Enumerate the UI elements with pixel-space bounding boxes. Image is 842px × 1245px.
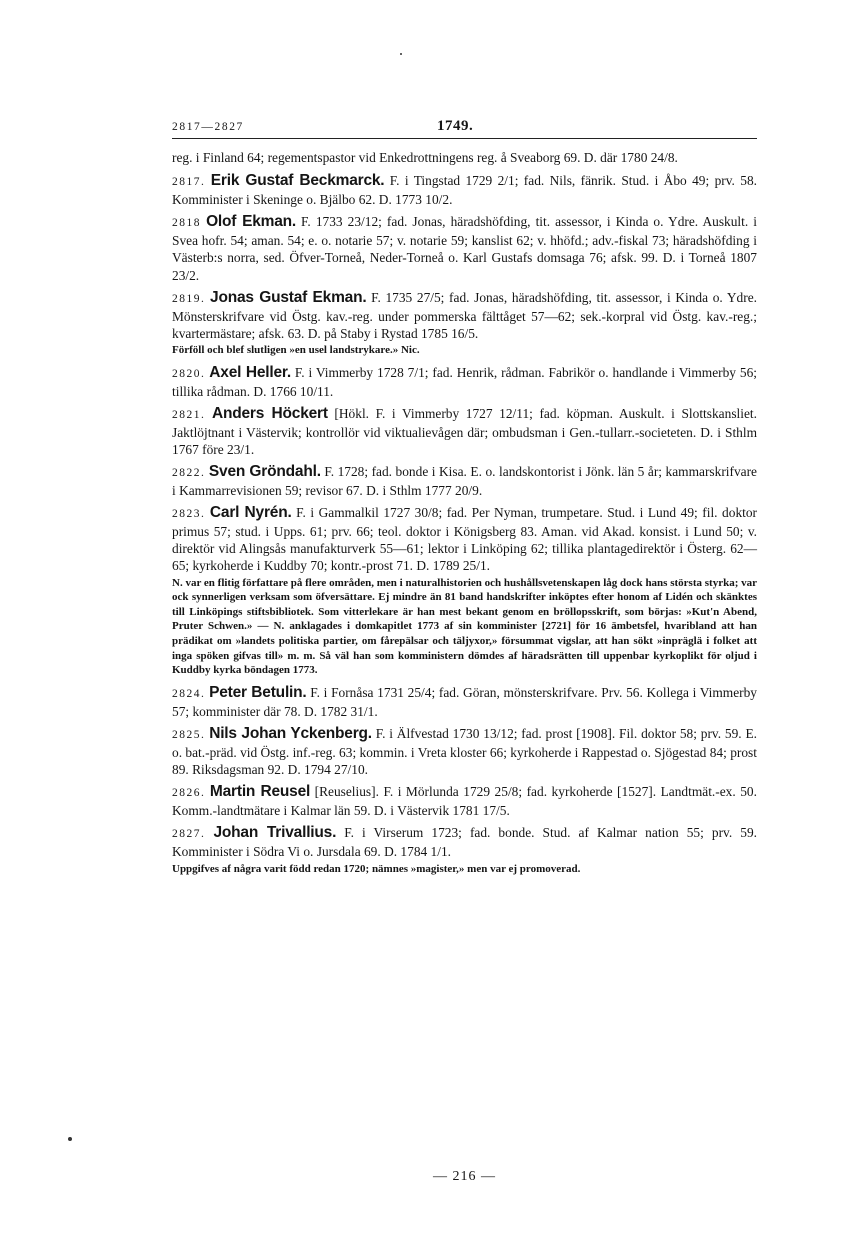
entry-range: 2817—2827 bbox=[172, 121, 244, 133]
person-name: Martin Reusel bbox=[209, 783, 311, 801]
entry-paragraph bbox=[172, 504, 757, 574]
entry-2818 bbox=[172, 213, 757, 283]
entry-number: 2825. bbox=[172, 728, 206, 741]
person-name: Nils Johan Yckenberg. bbox=[209, 724, 372, 742]
entry-paragraph bbox=[172, 783, 757, 819]
entry-paragraph bbox=[172, 725, 757, 778]
body-text bbox=[172, 149, 757, 876]
entry-2824 bbox=[172, 684, 757, 720]
person-name: Carl Nyrén. bbox=[209, 504, 292, 522]
entry-paragraph bbox=[172, 289, 757, 342]
entry-number: 2821. bbox=[172, 408, 206, 421]
entry-number: 2827. bbox=[172, 828, 206, 841]
entry-2825 bbox=[172, 725, 757, 778]
entry-number: 2826. bbox=[172, 787, 206, 800]
person-name: Anders Höckert bbox=[211, 404, 328, 422]
entry-text: F. 1735 27/5; fad. Jonas, häradshöfding, tit. assessor, i Kinda o. Ydre. Mönsterskrifvare vid Östg. kav.-reg. under pommerska fälttåget 57—62; sek.-korpral vid Östg. kav.-reg.; kvartermästare; afsk. 63. D. på Staby i Rystad 1785 16/5. bbox=[172, 289, 757, 341]
book-page bbox=[172, 118, 758, 1184]
running-head bbox=[172, 118, 757, 138]
entry-text: F. i Gammalkil 1727 30/8; fad. Per Nyman, trumpetare. Stud. i Lund 49; fil. doktor primus 57; stud. i Upps. 61; prv. 66; teol. doktor i Königsberg 83. Aman. vid Akad. konsist. i Lund 50; v. direktör vid Alingsås manufakturverk 55—61; lektor i Linköping 62; tillika plantagedirektör i Österg. 62—65; kyrkoherde i Kuddby 70; kontr.-prost 71. D. 1789 25/1. bbox=[172, 505, 758, 574]
person-name: Peter Betulin. bbox=[209, 683, 307, 701]
entry-number: 2819. bbox=[172, 292, 206, 305]
entry-text: F. 1728; fad. bonde i Kisa. E. o. landskontorist i Jönk. län 5 år; kammarskrifvare i Kammarrevisionen 59; revisor 67. D. i Sthlm 1777 20/9. bbox=[172, 464, 757, 499]
page-folio: — 216 — bbox=[433, 1169, 496, 1184]
entry-note: Förföll och blef slutligen »en usel landstrykare.» Nic. bbox=[172, 343, 420, 356]
scan-speck bbox=[400, 53, 402, 55]
entry-text: [Reuselius]. F. i Mörlunda 1729 25/8; fad. kyrkoherde [1527]. Landtmät.-ex. 50. Komm.-landtmätare i Kalmar län 59. D. i Västervik 1781 17/5. bbox=[172, 784, 757, 819]
entry-2827 bbox=[172, 824, 757, 876]
entry-paragraph bbox=[172, 364, 757, 400]
entry-2817 bbox=[172, 172, 757, 208]
entry-paragraph bbox=[172, 684, 757, 720]
entry-note: N. var en flitig författare på flere områden, men i naturalhistorien och hushållsvetenskapen låg dock hans största styrka; var ock synnerligen verksam som öfversättare. Ej mindre än 81 band handskrifter inköptes efter honom af Lidén och skänktes till Linköpings stiftsbibliotek. Som vitterlekare är han mest bekant genom en bröllopsskrift, som börjas: »Kut'n Abend, Pruter Schwen.» — N. anklagades i domkapitlet 1773 af sin komminister [2721] för 16 ämbetsfel, hvaribland att han prädikat om »landets politiska partier, om fårepälsar och täljyxor,» försummat vigslar, att han sökt »inpräglä i folket att inga spöken gifvas till» m. m. Så väl han som komministern dömdes af häradsrätten till uppenbar kyrkoplikt för oljud i Kuddby kyrka böndagen 1773. bbox=[172, 576, 757, 677]
person-name: Sven Gröndahl. bbox=[208, 463, 321, 480]
person-name: Erik Gustaf Beckmarck. bbox=[210, 172, 385, 190]
entry-2826 bbox=[172, 783, 757, 819]
entry-number: 2820. bbox=[172, 367, 206, 380]
entry-2822 bbox=[172, 463, 757, 499]
entry-2821 bbox=[172, 405, 757, 458]
entry-paragraph bbox=[172, 463, 757, 499]
person-name: Axel Heller. bbox=[209, 363, 292, 381]
entry-number: 2823. bbox=[172, 508, 206, 521]
entry-number: 2824. bbox=[172, 687, 206, 700]
header-rule bbox=[172, 138, 757, 139]
entry-text: F. i Vimmerby 1728 7/1; fad. Henrik, rådman. Fabrikör o. handlande i Vimmerby 56; tillika rådman. D. 1766 10/11. bbox=[172, 364, 757, 399]
entry-text: F. 1733 23/12; fad. Jonas, häradshöfding, tit. assessor, i Kinda o. Ydre. Auskult. i Svea hofr. 54; aman. 54; e. o. notarie 57; v. notarie 59; kanslist 62; v. hhöfd.; adv.-fiskal 73; häradshöfding i Västerb:s norra, sed. Öfver-Torneå, Neder-Torneå o. Karl Gustafs domsaga 76; afsk. 99. D. i Torneå 1807 23/2. bbox=[172, 214, 757, 283]
page-number: 1749. bbox=[437, 118, 474, 134]
entry-paragraph bbox=[172, 405, 757, 458]
entry-paragraph bbox=[172, 213, 757, 283]
continued-entry: reg. i Finland 64; regementspastor vid Enkedrottningens reg. å Sveaborg 69. D. där 1780 24/8. bbox=[172, 150, 678, 165]
entry-number: 2817. bbox=[172, 176, 206, 189]
entry-number: 2822. bbox=[172, 467, 206, 479]
person-name: Jonas Gustaf Ekman. bbox=[210, 288, 367, 306]
entry-paragraph bbox=[172, 824, 757, 860]
entry-text: F. i Virserum 1723; fad. bonde. Stud. af Kalmar nation 55; prv. 59. Komminister i Södra Vi o. Jursdala 69. D. 1784 1/1. bbox=[172, 825, 757, 860]
entry-2823 bbox=[172, 504, 757, 678]
entry-text: [Hökl. F. i Vimmerby 1727 12/11; fad. köpman. Auskult. i Slottskansliet. Jaktlöjtnant i Västervik; kontrollör vid viktualievågen där; ombudsman i Gen.-tullarr.-societeten. D. i Sthlm 1767 före 23/1. bbox=[172, 405, 757, 457]
entry-note: Uppgifves af några varit född redan 1720; nämnes »magister,» men var ej promoverad. bbox=[172, 862, 581, 875]
person-name: Johan Trivallius. bbox=[213, 824, 337, 842]
entry-2820 bbox=[172, 364, 757, 400]
entry-2819 bbox=[172, 289, 757, 358]
entry-text: F. i Fornåsa 1731 25/4; fad. Göran, mönsterskrifvare. Prv. 56. Kollega i Vimmerby 57; komminister där 78. D. 1782 31/1. bbox=[172, 684, 757, 719]
person-name: Olof Ekman. bbox=[206, 213, 296, 231]
entry-text: F. i Älfvestad 1730 13/12; fad. prost [1908]. Fil. doktor 58; prv. 59. E. o. bat.-präd. vid Östg. inf.-reg. 63; kommin. i Vreta kloster 66; kyrkoherde i Rappestad o. Sjögestad 84; prost 89. Riksdagsman 92. D. 1794 27/10. bbox=[172, 725, 757, 778]
scan-speck bbox=[68, 1137, 72, 1141]
entry-text: F. i Tingstad 1729 2/1; fad. Nils, fänrik. Stud. i Åbo 49; prv. 58. Komminister i Skeninge o. Bjälbo 62. D. 1773 10/2. bbox=[172, 173, 757, 208]
entry-number: 2818 bbox=[172, 217, 201, 230]
entry-paragraph bbox=[172, 172, 757, 208]
